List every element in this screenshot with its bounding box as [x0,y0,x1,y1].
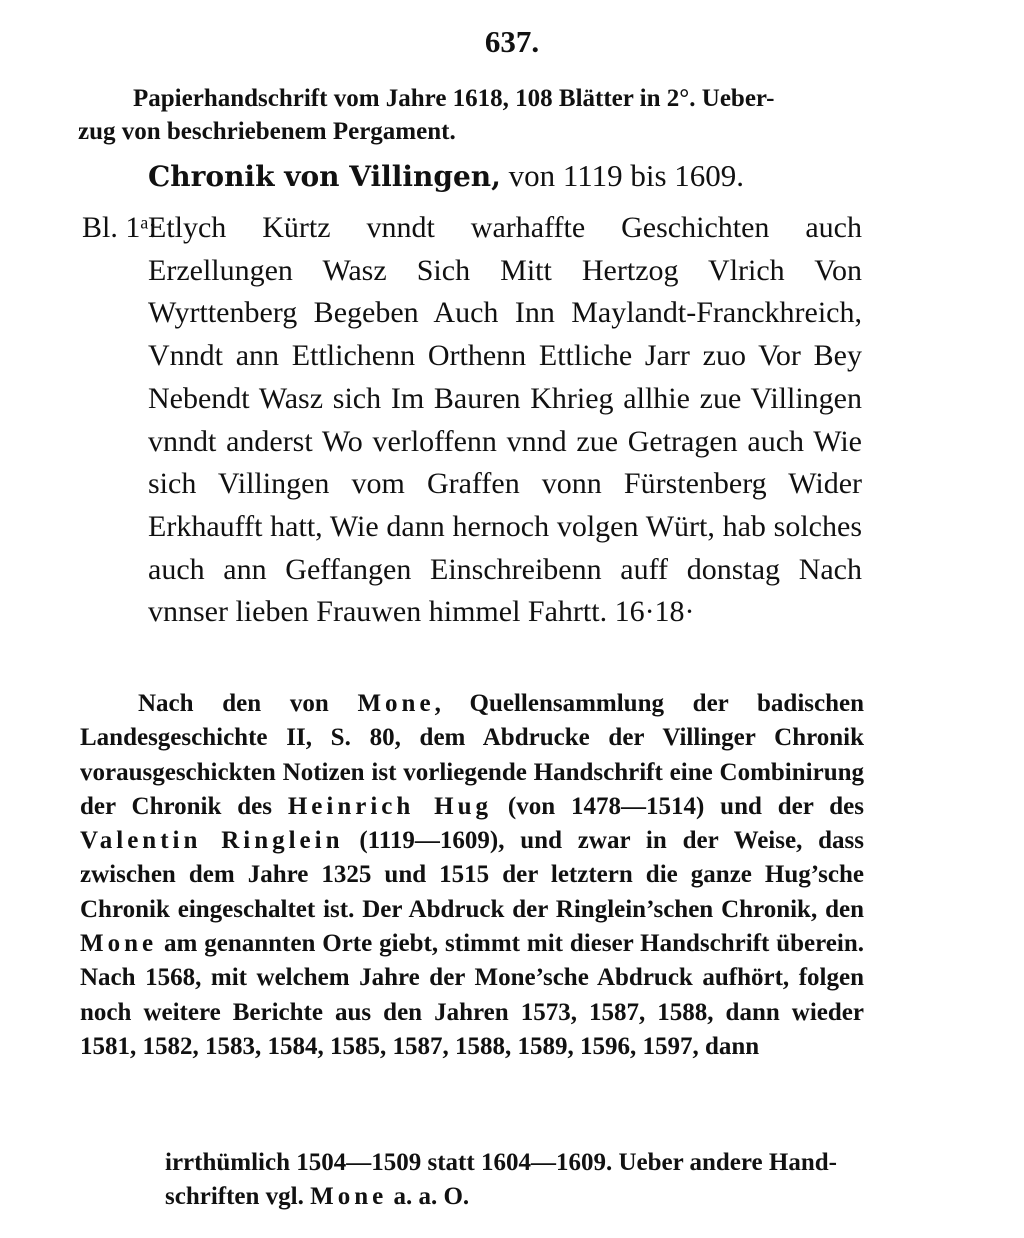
title-bold: Chronik von Villingen, [148,160,501,193]
author-mone-2: Mone [80,930,158,958]
folio-label: Bl. 1ᵃ: [82,211,157,244]
manuscript-description [78,82,868,148]
description-line-2: zug von beschriebenem Pergament. [78,118,456,145]
note-text-1: Nach den von [138,690,358,717]
note-text-5: am genannten Orte giebt, stimmt mit dieser Handschrift überein. Nach 1568, mit welchem Jahre der Mone’sche Abdruck aufhört, folgen noch weitere Berichte aus den Jahren 1573, 1587, 1588, dann wieder 1581, 1582, 1583, 1584, 1585, 1587, 1588, 1589, 1596, 1597, dann [80,930,864,1060]
footer-note [165,1146,945,1214]
commentary-note [80,687,864,1064]
note-text-3: (von 1478—1514) und der des [492,792,864,820]
page-number: 637. [484,24,540,59]
note-text-4: (1119—1609), und zwar in der Weise, dass zwischen dem Jahre 1325 und 1515 der letztern die ganze Hug’sche Chronik eingeschaltet ist. Der Abdruck der Ringlein’schen Chronik, den [80,827,864,923]
note-text-2: , Quellensammlung der badischen Landesgeschichte II, S. 80, dem Abdrucke der Villinger Chronik vorausgeschickten Notizen ist vorliegende Handschrift eine Combinirung der Chronik des [80,690,864,820]
incipit-text [148,207,862,634]
author-ringlein: Valentin Ringlein [80,827,344,855]
title-rest: von 1119 bis 1609. [500,158,745,193]
footer-author-mone: Mone [310,1183,388,1210]
footer-text-a: schriften vgl. [165,1183,311,1210]
description-line-1: Papierhandschrift vom Jahre 1618, 108 Blätter in 2°. Ueber- [133,85,775,112]
footer-line-2 [165,1180,945,1214]
author-hug: Heinrich Hug [287,792,492,820]
footer-text-b: a. a. O. [387,1183,470,1210]
incipit-block [82,207,862,634]
incipit-last-line: vnnser lieben Frauwen himmel Fahrtt. 16·18· [148,595,695,629]
author-mone: Mone [357,690,435,717]
footer-line-1: irrthümlich 1504—1509 statt 1604—1609. Ueber andere Hand- [165,1149,837,1176]
incipit-main: Etlych Kürtz vnndt warhaffte Geschichten auch Erzellungen Wasz Sich Mitt Hertzog Vlrich Von Wyrttenberg Begeben Auch Inn Maylandt-Franckhreich, Vnndt ann Ettlichenn Orthenn Ettliche Jarr zuo Vor Bey Nebendt Wasz sich Im Bauren Khrieg allhie zue Villingen vnndt anderst Wo verloffenn vnnd zue Getragen auch Wie sich Villingen vom Graffen vonn Fürstenberg Wider Erkhaufft hatt, Wie dann hernoch volgen Würt, hab solches auch ann Geffangen Einschreibenn auff donstag Nach [148,211,862,586]
chronicle-title [148,158,908,194]
